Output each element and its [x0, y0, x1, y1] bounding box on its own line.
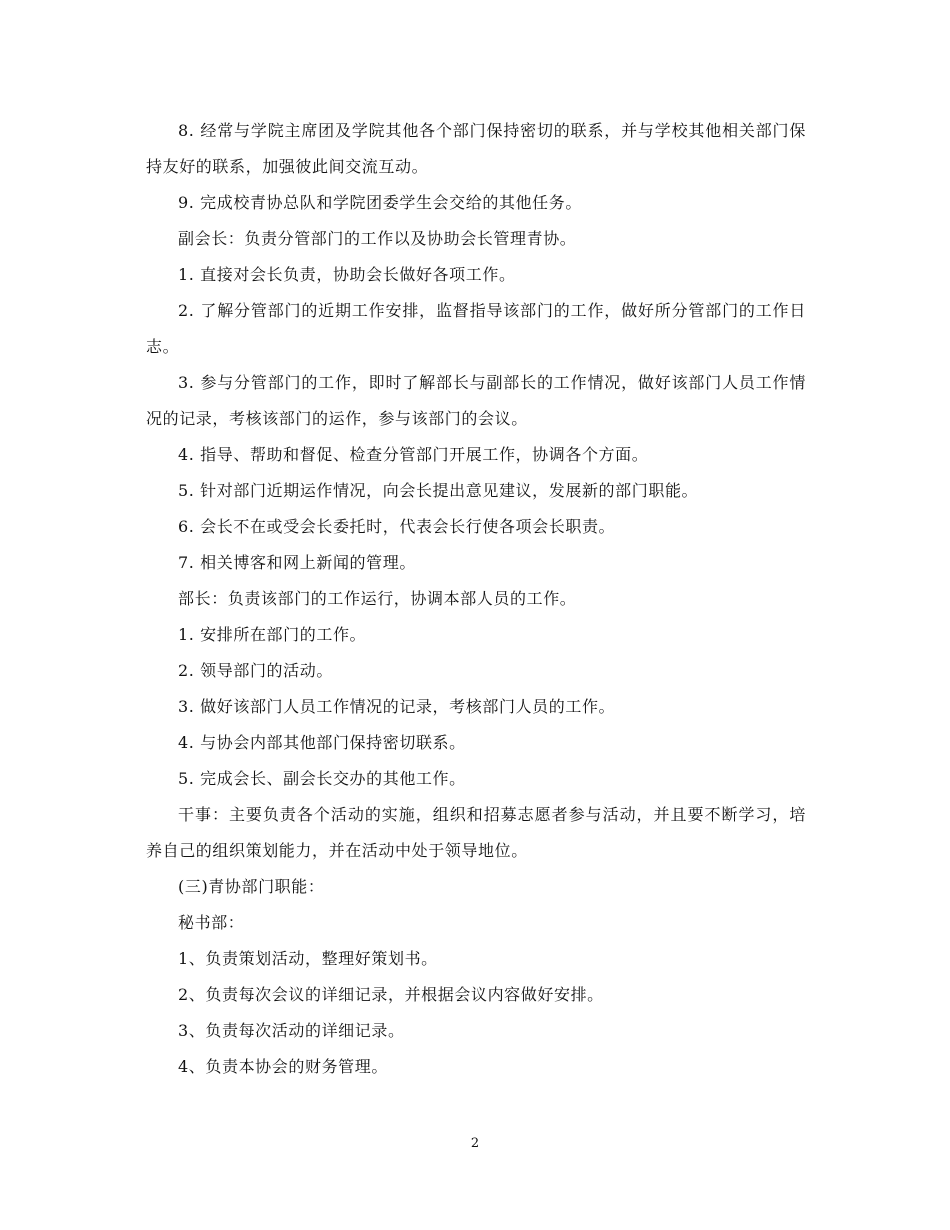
paragraph: 5. 完成会长、副会长交办的其他工作。 [178, 769, 466, 788]
paragraph: 7. 相关博客和网上新闻的管理。 [178, 553, 416, 572]
paragraph: 8. 经常与学院主席团及学院其他各个部门保持密切的联系，并与学校其他相关部门保持友好的联系，加强彼此间交流互动。 [146, 121, 806, 176]
paragraph: 9. 完成校青协总队和学院团委学生会交给的其他任务。 [178, 193, 582, 212]
section-heading-staff: 干事：主要负责各个活动的实施，组织和招募志愿者参与活动，并且要不断学习，培养自己的组织策划能力，并在活动中处于领导地位。 [146, 805, 806, 860]
paragraph: 2、负责每次会议的详细记录，并根据会议内容做好安排。 [178, 985, 604, 1004]
paragraph: 2. 了解分管部门的近期工作安排，监督指导该部门的工作，做好所分管部门的工作日志。 [146, 301, 806, 356]
section-heading-secretariat: 秘书部： [178, 913, 245, 932]
paragraph: 6. 会长不在或受会长委托时，代表会长行使各项会长职责。 [178, 517, 616, 536]
paragraph: 1. 安排所在部门的工作。 [178, 625, 367, 644]
paragraph: 5. 针对部门近期运作情况，向会长提出意见建议，发展新的部门职能。 [178, 481, 699, 500]
paragraph: 4. 指导、帮助和督促、检查分管部门开展工作，协调各个方面。 [178, 445, 649, 464]
section-heading-minister: 部长：负责该部门的工作运行，协调本部人员的工作。 [178, 589, 577, 608]
paragraph: 1. 直接对会长负责，协助会长做好各项工作。 [178, 265, 516, 284]
paragraph: 1、负责策划活动，整理好策划书。 [178, 949, 438, 968]
paragraph: 3. 做好该部门人员工作情况的记录，考核部门人员的工作。 [178, 697, 616, 716]
section-heading-department-functions: (三)青协部门职能： [178, 877, 325, 896]
paragraph: 4、负责本协会的财务管理。 [178, 1057, 388, 1076]
paragraph: 3、负责每次活动的详细记录。 [178, 1021, 405, 1040]
section-heading-vice-president: 副会长：负责分管部门的工作以及协助会长管理青协。 [178, 229, 577, 248]
paragraph: 3. 参与分管部门的工作，即时了解部长与副部长的工作情况，做好该部门人员工作情况的记录，考核该部门的运作，参与该部门的会议。 [146, 373, 806, 428]
paragraph: 4. 与协会内部其他部门保持密切联系。 [178, 733, 466, 752]
page-number: 2 [470, 1136, 480, 1151]
document-body [146, 113, 806, 1085]
paragraph: 2. 领导部门的活动。 [178, 661, 333, 680]
